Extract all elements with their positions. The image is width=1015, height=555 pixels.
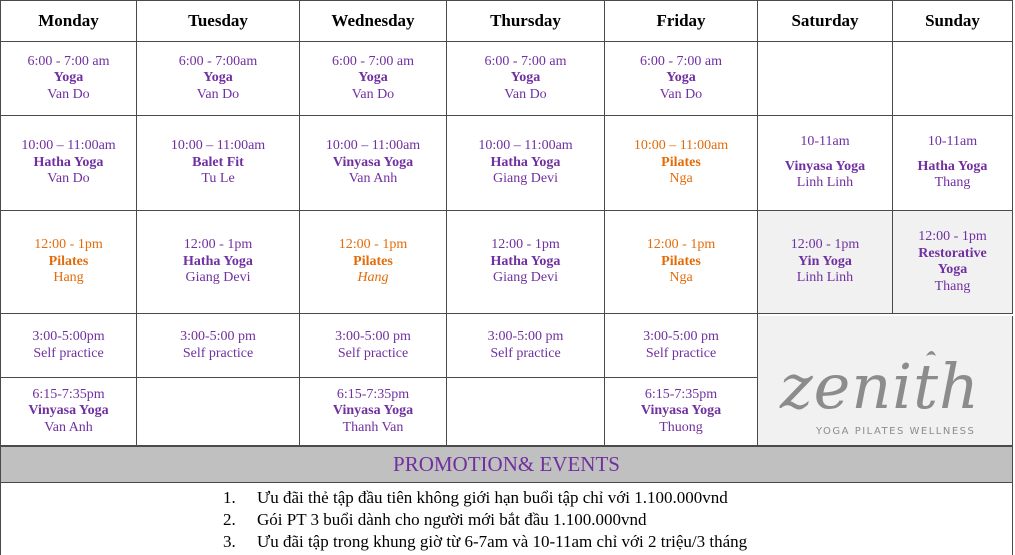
day-header-tuesday: Tuesday xyxy=(137,0,300,42)
class-slot xyxy=(605,378,758,446)
promotion-item: 2. Gói PT 3 buổi dành cho người mới bắt đầu 1.100.000vnd xyxy=(223,510,647,529)
class-slot xyxy=(447,42,605,116)
zenith-logo-icon xyxy=(758,316,1013,446)
class-slot xyxy=(605,314,758,378)
slot-class-name: Hatha Yoga xyxy=(33,154,104,170)
slot-class-name: Hatha Yoga xyxy=(183,253,253,269)
slot-class-name: Vinyasa Yoga xyxy=(332,154,414,170)
class-slot xyxy=(893,42,1013,116)
day-header-friday: Friday xyxy=(605,0,758,42)
promotion-list xyxy=(223,487,747,553)
day-header-sunday: Sunday xyxy=(893,0,1013,42)
slot-time: 6:00 - 7:00 am xyxy=(484,53,567,69)
class-slot xyxy=(137,116,300,211)
class-slot xyxy=(605,116,758,211)
slot-time: 12:00 - 1pm xyxy=(491,237,560,253)
slot-instructor: Van Do xyxy=(196,86,240,102)
day-header-saturday: Saturday xyxy=(758,0,893,42)
class-slot xyxy=(0,42,137,116)
slot-time: 12:00 - 1pm xyxy=(34,237,103,253)
slot-instructor: Self practice xyxy=(645,345,717,361)
slot-class-name: Pilates xyxy=(353,253,393,269)
slot-instructor: Van Do xyxy=(47,171,90,187)
slot-instructor: Van Do xyxy=(47,86,90,102)
slot-instructor: Van Anh xyxy=(348,171,398,187)
slot-time: 3:00-5:00 pm xyxy=(643,329,719,344)
promotion-item: 3. Ưu đãi tập trong khung giờ từ 6-7am và 10-11am chỉ với 2 triệu/3 tháng xyxy=(223,532,748,551)
slot-class-name: Yoga xyxy=(666,70,696,86)
slot-class-name: Pilates xyxy=(48,253,89,269)
slot-time: 6:15-7:35pm xyxy=(644,386,718,402)
slot-time: 3:00-5:00 pm xyxy=(487,329,564,344)
class-slot xyxy=(893,211,1013,314)
slot-time: 3:00-5:00 pm xyxy=(180,329,256,344)
class-slot xyxy=(447,378,605,446)
slot-class-name: Yoga xyxy=(510,70,541,86)
slot-time: 6:00 - 7:00 am xyxy=(639,53,723,69)
slot-instructor: Self practice xyxy=(490,345,561,361)
slot-instructor: Giang Devi xyxy=(493,270,558,286)
slot-time: 12:00 - 1pm xyxy=(183,237,253,253)
slot-class-name: Vinyasa Yoga xyxy=(28,403,109,419)
slot-class-name: Yoga xyxy=(358,70,388,86)
slot-time: 12:00 - 1pm xyxy=(918,229,987,244)
slot-time: 6:15-7:35pm xyxy=(336,386,410,402)
slot-class-name: Vinyasa Yoga xyxy=(640,403,722,419)
class-slot xyxy=(300,378,447,446)
slot-time: 6:00 - 7:00 am xyxy=(27,53,110,69)
slot-time: 3:00-5:00 pm xyxy=(335,329,411,344)
promotion-body xyxy=(0,483,1013,555)
slot-instructor: Linh Linh xyxy=(796,175,854,191)
slot-instructor: Van Do xyxy=(504,86,547,102)
slot-class-name: Hatha Yoga xyxy=(490,253,561,269)
slot-class-name: Restorative Yoga xyxy=(918,245,987,277)
slot-instructor: Tu Le xyxy=(201,171,235,187)
slot-instructor: Hang xyxy=(357,270,389,286)
slot-time: 10:00 – 11:00am xyxy=(325,138,421,154)
promotion-title: PROMOTION& EVENTS xyxy=(0,446,1013,483)
slot-instructor: Hang xyxy=(53,270,84,286)
slot-instructor: Thanh Van xyxy=(342,419,404,435)
slot-time: 12:00 - 1pm xyxy=(790,237,860,253)
class-slot xyxy=(300,42,447,116)
slot-time: 10:00 – 11:00am xyxy=(478,138,573,154)
class-slot xyxy=(137,314,300,378)
slot-class-name: Vinyasa Yoga xyxy=(784,158,866,174)
logo-word: zenith xyxy=(780,350,980,423)
class-slot xyxy=(605,211,758,314)
slot-instructor: Van Do xyxy=(659,86,703,102)
slot-class-name: Yin Yoga xyxy=(798,253,852,269)
slot-instructor: Self practice xyxy=(182,345,254,361)
class-slot xyxy=(758,42,893,116)
class-slot xyxy=(758,211,893,314)
slot-instructor: Giang Devi xyxy=(185,270,251,286)
class-slot xyxy=(300,211,447,314)
slot-time: 6:00 - 7:00am xyxy=(178,53,258,69)
slot-time: 10-11am xyxy=(800,134,850,150)
slot-time: 12:00 - 1pm xyxy=(646,237,716,253)
slot-time: 6:00 - 7:00 am xyxy=(331,53,415,69)
slot-instructor: Van Anh xyxy=(44,419,93,435)
zenith-logo xyxy=(758,316,1013,446)
slot-instructor: Thuong xyxy=(659,419,703,435)
class-slot xyxy=(0,378,137,446)
slot-instructor: Giang Devi xyxy=(493,171,558,187)
slot-instructor: Thang xyxy=(934,175,971,191)
class-slot xyxy=(137,378,300,446)
slot-time: 10-11am xyxy=(927,134,978,150)
class-slot xyxy=(300,314,447,378)
class-slot xyxy=(300,116,447,211)
slot-class-name: Yoga xyxy=(203,70,233,86)
class-slot xyxy=(0,116,137,211)
class-slot xyxy=(758,116,893,211)
slot-time: 12:00 - 1pm xyxy=(338,237,408,253)
slot-instructor: Self practice xyxy=(337,345,409,361)
slot-class-name: Pilates xyxy=(661,253,701,269)
logo-tagline: YOGA PILATES WELLNESS xyxy=(816,426,976,437)
slot-instructor: Van Do xyxy=(351,86,395,102)
class-slot xyxy=(447,211,605,314)
class-slot xyxy=(447,314,605,378)
class-slot xyxy=(605,42,758,116)
slot-time: 10:00 – 11:00am xyxy=(633,138,729,154)
slot-time: 10:00 – 11:00am xyxy=(21,138,116,154)
slot-class-name: Hatha Yoga xyxy=(917,158,988,174)
slot-time: 3:00-5:00pm xyxy=(32,329,105,344)
slot-class-name: Vinyasa Yoga xyxy=(332,403,414,419)
slot-instructor: Linh Linh xyxy=(796,270,854,286)
promotion-item: 1. Ưu đãi thẻ tập đầu tiên không giới hạn buổi tập chỉ với 1.100.000vnd xyxy=(223,488,728,507)
slot-class-name: Balet Fit xyxy=(192,154,244,170)
slot-class-name: Pilates xyxy=(661,154,701,170)
slot-class-name: Hatha Yoga xyxy=(490,154,561,170)
class-slot xyxy=(137,42,300,116)
slot-instructor: Thang xyxy=(934,278,971,294)
class-slot xyxy=(0,211,137,314)
class-slot xyxy=(447,116,605,211)
class-slot xyxy=(137,211,300,314)
slot-class-name: Yoga xyxy=(53,70,84,86)
class-slot xyxy=(0,314,137,378)
slot-time: 10:00 – 11:00am xyxy=(170,138,266,154)
slot-instructor: Nga xyxy=(669,270,693,286)
day-header-monday: Monday xyxy=(0,0,137,42)
day-header-wednesday: Wednesday xyxy=(300,0,447,42)
day-header-thursday: Thursday xyxy=(447,0,605,42)
slot-instructor: Self practice xyxy=(33,345,104,361)
slot-instructor: Nga xyxy=(669,171,693,187)
class-slot xyxy=(893,116,1013,211)
slot-time: 6:15-7:35pm xyxy=(32,386,105,402)
